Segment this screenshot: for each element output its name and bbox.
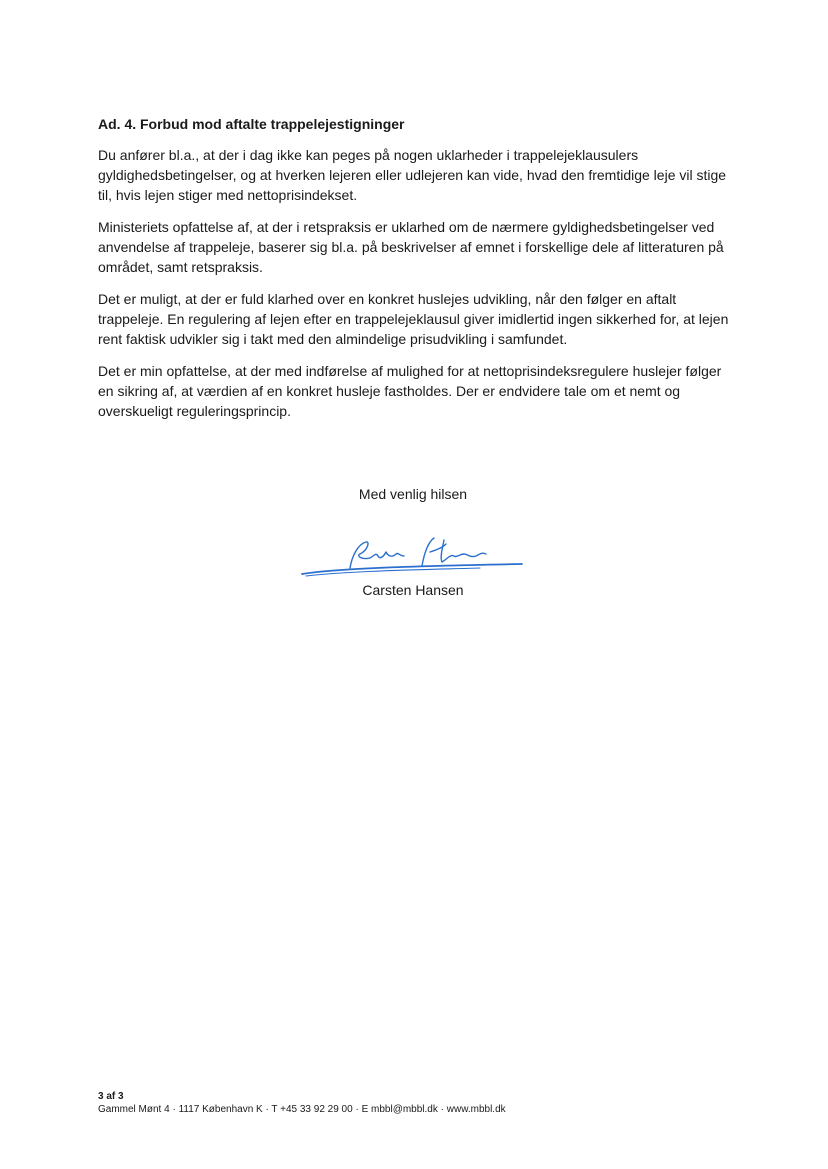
paragraph-line: overskueligt reguleringsprincip. <box>98 403 291 419</box>
handwritten-signature <box>300 530 526 580</box>
paragraph-3 <box>98 289 738 349</box>
paragraph-1 <box>98 145 738 205</box>
footer-address: Gammel Mønt 4 · 1117 København K · T +45 33 92 29 00 · E mbbl@mbbl.dk · www.mbbl.dk <box>98 1104 506 1115</box>
page-number: 3 af 3 <box>98 1091 124 1102</box>
paragraph-line: trappeleje. En regulering af lejen efter en trappelejeklausul giver imidlertid ingen sikkerhed for, at lejen <box>98 311 729 327</box>
paragraph-line: gyldighedsbetingelser, og at hverken lejeren eller udlejeren kan vide, hvad den fremtidige leje vil stige <box>98 167 727 183</box>
letter-body <box>98 114 738 433</box>
paragraph-4 <box>98 361 738 421</box>
paragraph-line: Du anfører bl.a., at der i dag ikke kan peges på nogen uklarheder i trappelejeklausulers <box>98 147 639 163</box>
signer-name: Carsten Hansen <box>362 582 464 598</box>
paragraph-line: området, samt retspraksis. <box>98 259 263 275</box>
paragraph-line: til, hvis lejen stiger med nettoprisindekset. <box>98 187 358 203</box>
closing-greeting: Med venlig hilsen <box>358 486 468 502</box>
section-heading: Ad. 4. Forbud mod aftalte trappelejestigninger <box>98 116 405 132</box>
paragraph-line: Det er muligt, at der er fuld klarhed over en konkret huslejes udvikling, når den følger en aftalt <box>98 291 677 307</box>
paragraph-2 <box>98 217 738 277</box>
paragraph-line: en sikring af, at værdien af en konkret husleje fastholdes. Der er endvidere tale om et nemt og <box>98 383 681 399</box>
paragraph-line: rent faktisk udvikler sig i takt med den almindelige prisudvikling i samfundet. <box>98 331 568 347</box>
page-footer <box>98 1090 506 1116</box>
paragraph-line: Ministeriets opfattelse af, at der i retspraksis er uklarhed om de nærmere gyldighedsbetingelser ved <box>98 219 715 235</box>
paragraph-line: anvendelse af trappeleje, baserer sig bl.a. på beskrivelser af emnet i forskellige dele af litteraturen på <box>98 239 724 255</box>
paragraph-line: Det er min opfattelse, at der med indførelse af mulighed for at nettoprisindeksregulere huslejer følger <box>98 363 722 379</box>
signature-drawing <box>300 530 526 580</box>
